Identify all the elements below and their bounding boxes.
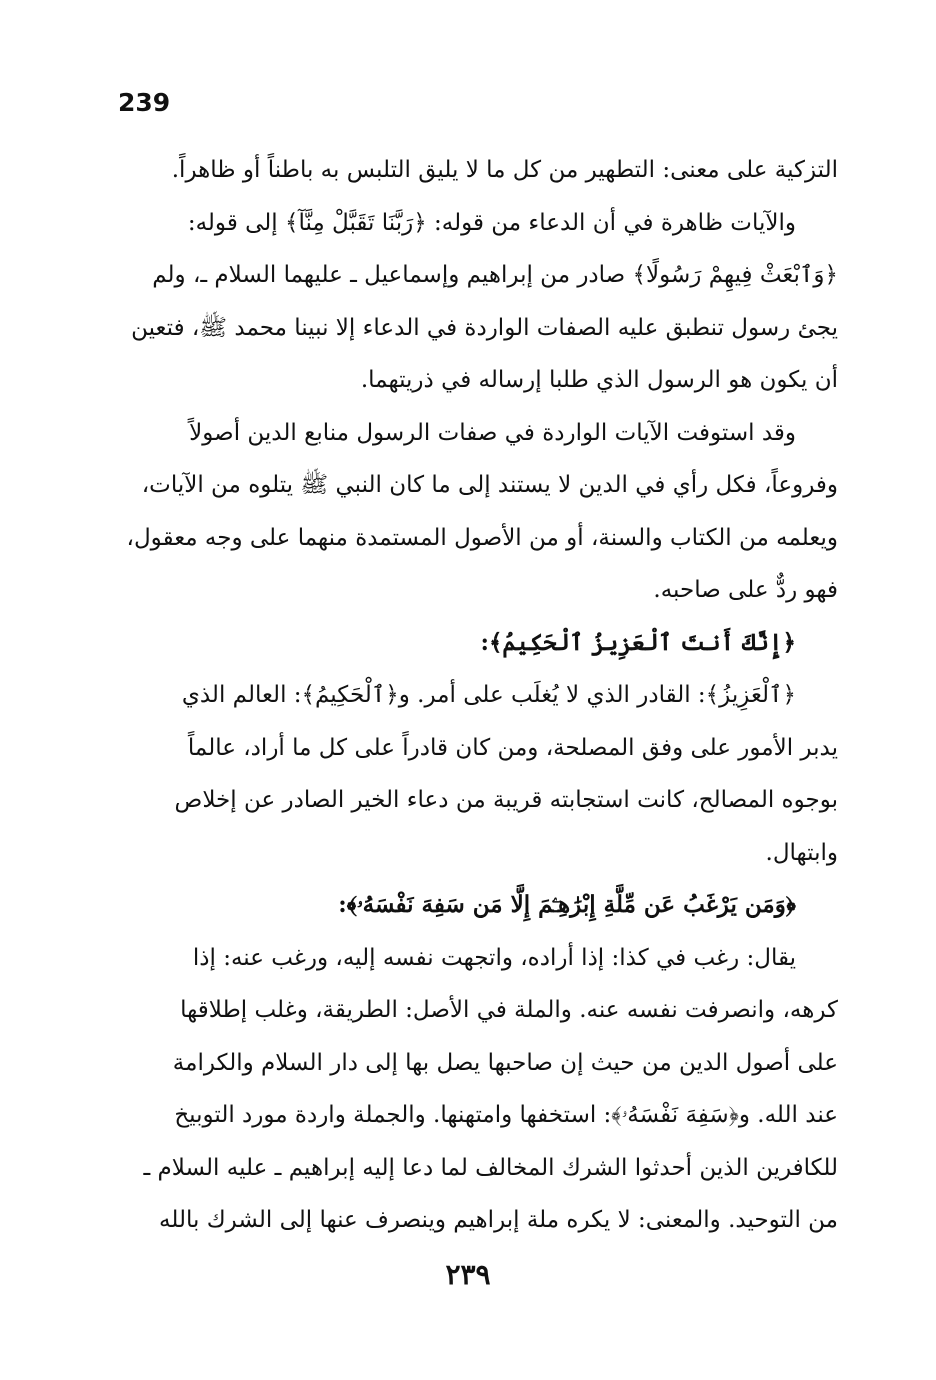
text-line: كرهه، وانصرفت نفسه عنه. والملة في الأصل: الطريقة، وغلب إطلاقها xyxy=(180,997,838,1023)
text-line: وفروعاً، فكل رأي في الدين لا يستند إلى ما كان النبي ﷺ يتلوه من الآيات، xyxy=(141,472,838,498)
text-line: للكافرين الذين أحدثوا الشرك المخالف لما دعا إليه إبراهيم ـ عليه السلام ـ xyxy=(143,1154,838,1181)
text-line: فهو ردٌّ على صاحبه. xyxy=(653,577,838,603)
text-line: ﴿ٱلْعَزِيزُ﴾: القادر الذي لا يُغلَب على أمر. و﴿ٱلْحَكِيمُ﴾: العالم الذي xyxy=(181,682,796,708)
verse-heading: ﴿وَمَن يَرْغَبُ عَن مِّلَّةِ إِبْرَٰهِـۧمَ إِلَّا مَن سَفِهَ نَفْسَهُۥ﴾: xyxy=(338,891,796,918)
text-line: ويعلمه من الكتاب والسنة، أو من الأصول المستمدة منهما على وجه معقول، xyxy=(126,524,838,551)
text-line: يجئ رسول تنطبق عليه الصفات الواردة في الدعاء إلا نبينا محمد ﷺ، فتعين xyxy=(131,314,838,341)
text-line: على أصول الدين من حيث إن صاحبها يصل بها إلى دار السلام والكرامة xyxy=(172,1049,838,1076)
text-line: يقال: رغب في كذا: إذا أراده، واتجهت نفسه إليه، ورغب عنه: إذا xyxy=(192,944,796,971)
text-line: والآيات ظاهرة في أن الدعاء من قوله: ﴿رَبَّنَا تَقَبَّلْ مِنَّآ﴾ إلى قوله: xyxy=(187,209,796,236)
text-line: بوجوه المصالح، كانت استجابته قريبة من دعاء الخير الصادر عن إخلاص xyxy=(174,787,838,813)
text-line: وابتهال. xyxy=(765,839,838,866)
text-line: عند الله. و﴿سَفِهَ نَفْسَهُۥ﴾: استخفها وامتهنها. والجملة واردة مورد التوبيخ xyxy=(174,1102,838,1128)
text-line: التزكية على معنى: التطهير من كل ما لا يليق التلبس به باطناً أو ظاهراً. xyxy=(171,157,838,183)
body-text xyxy=(118,144,838,1247)
page-number-bottom: ٢٣٩ xyxy=(445,1258,491,1291)
page-number-top: 239 xyxy=(118,88,171,117)
verse-heading: ﴿إِنَّكَ أَنتَ ٱلْعَزِيزُ ٱلْحَكِيمُ﴾: xyxy=(480,628,796,656)
text-line: يدبر الأمور على وفق المصلحة، ومن كان قادراً على كل ما أراد، عالماً xyxy=(187,734,838,761)
text-line: أن يكون هو الرسول الذي طلبا إرساله في ذريتهما. xyxy=(360,367,838,393)
text-line: وقد استوفت الآيات الواردة في صفات الرسول منابع الدين أصولاً xyxy=(189,419,796,446)
text-line: من التوحيد. والمعنى: لا يكره ملة إبراهيم وينصرف عنها إلى الشرك بالله xyxy=(159,1207,838,1233)
text-line: ﴿وَٱبْعَثْ فِيهِمْ رَسُولًا﴾ صادر من إبراهيم وإسماعيل ـ عليهما السلام ـ، ولم xyxy=(152,262,838,288)
